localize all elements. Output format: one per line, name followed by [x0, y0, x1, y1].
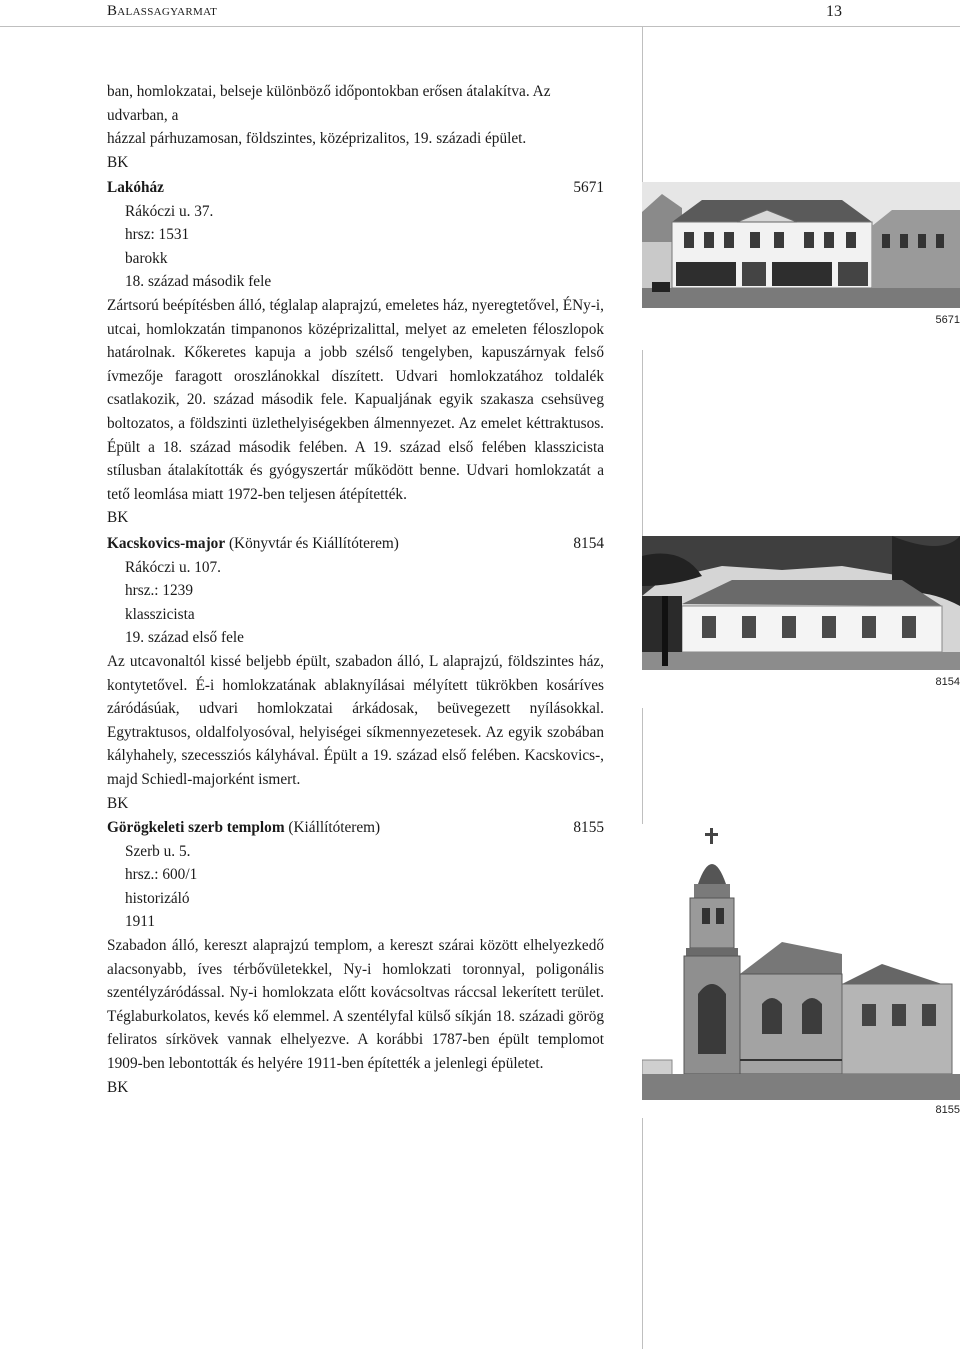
manor-house-photo-icon — [642, 536, 960, 670]
photo-5671 — [642, 182, 960, 350]
entry-date: 19. század első fele — [125, 629, 244, 647]
entry-szerb-templom — [107, 816, 604, 1099]
entry-heading — [107, 816, 604, 840]
street-building-photo-icon — [642, 182, 960, 308]
entry-style: klasszicista — [125, 605, 195, 623]
entry-signature: BK — [107, 1078, 129, 1096]
entry-lakohaz — [107, 176, 604, 530]
entry-number: 8155 — [573, 819, 604, 836]
entry-address: Rákóczi u. 37. — [125, 202, 214, 220]
page-header — [0, 0, 960, 27]
entry-title: Lakóház — [107, 179, 164, 196]
entry-description: Zártsorú beépítésben álló, téglalap alaprajzú, emeletes ház, nyeregtetővel, ÉNy-i, utcai, homlokzatán timpanonos középrizalittal, melyet az emeleten féloszlopok határolnak. Kőkeretes kapuja a jobb szélső tengelyben, kapuszárnyak felső ívmezője faragott oroszlánokkal díszített. Udvari homlokzatához toldalék csatlakozik, 20. század második fele. Kapualjának egyik szakasza csehsüveg boltozatos, a földszinti üzlethelyiségekben álmennyezet. Az emelet kéttraktusos. Épült a 18. század második felében. A 19. század első felében klasszicista stílusban átalakították és gyógyszertár működött benne. Udvari homlokzatát a tető leomlása miatt 1972-ben teljesen átépítették. — [107, 296, 604, 503]
entry-style: historizáló — [125, 889, 190, 907]
entry-hrsz: hrsz.: 1239 — [125, 582, 193, 600]
entry-description: Szabadon álló, kereszt alaprajzú templom, a kereszt szárai között elhelyezkedő alacsonyabb, íves térbővületekkel, Ny-i homlokzati toronnyal, poligonális szentélyzáródással. Ny-i homlokzata előtt kovácsoltvas ráccsal lekerített terület. Téglaburkolatos, kevés kő elemmel. A szentélyfal külső síkján 18. századi görög feliratos sírkövek vannak elhelyezve. A korábbi 1787-ben épült templomot 1909-ben lebontották és helyére 1911-ben építették a jelenlegi épületet. — [107, 936, 604, 1072]
entry-number: 5671 — [573, 179, 604, 196]
intro-line: ban, homlokzatai, belseje különböző időpontokban erősen átalakítva. Az udvarban, a — [107, 83, 551, 124]
entry-meta — [107, 840, 604, 934]
entry-style: barokk — [125, 249, 168, 267]
entry-address: Szerb u. 5. — [125, 842, 191, 860]
entry-signature: BK — [107, 509, 129, 527]
entry-description: Az utcavonaltól kissé beljebb épült, szabadon álló, L alaprajzú, földszintes ház, kontytetővel. É-i homlokzatának ablaknyílásai mélyített tükrökben kosáríves záródásúak, udvari homlokzatai árkádosak, beüvegezett nyílásokkal. Egytraktusos, oldalfolyosóval, helyiségei síkmennyezetesek. Az egyik szobában kályhahely, szecessziós kályhával. Épült a 19. század első felében. Kacskovics-, majd Schiedl-majorként ismert. — [107, 652, 604, 788]
photo-label: 8154 — [935, 676, 960, 688]
entry-date: 1911 — [125, 913, 156, 931]
entry-kacskovics-major — [107, 532, 604, 815]
photo-label: 8155 — [935, 1104, 960, 1116]
church-photo-icon — [642, 824, 960, 1100]
photo-8154 — [642, 536, 960, 708]
entry-subtitle: (Könyvtár és Kiállítóterem) — [228, 535, 399, 552]
page-number: 13 — [826, 3, 842, 20]
entry-heading — [107, 176, 604, 200]
entry-date: 18. század második fele — [125, 273, 272, 291]
intro-block — [107, 80, 604, 174]
entry-subtitle: (Kiállítóterem) — [288, 819, 381, 836]
entry-title: Görögkeleti szerb templom — [107, 819, 285, 836]
entry-hrsz: hrsz.: 600/1 — [125, 866, 198, 884]
intro-signature: BK — [107, 153, 129, 171]
entry-hrsz: hrsz: 1531 — [125, 226, 190, 244]
entry-meta — [107, 556, 604, 650]
photo-8155 — [642, 824, 960, 1118]
entry-heading — [107, 532, 604, 556]
entry-number: 8154 — [573, 535, 604, 552]
running-title: Balassagyarmat — [107, 3, 218, 19]
photo-label: 5671 — [935, 314, 960, 326]
entry-title: Kacskovics-major — [107, 535, 226, 552]
intro-line: házzal párhuzamosan, földszintes, középrizalitos, 19. századi épület. — [107, 130, 527, 148]
entry-signature: BK — [107, 794, 129, 812]
entry-meta — [107, 200, 604, 294]
entry-address: Rákóczi u. 107. — [125, 558, 222, 576]
